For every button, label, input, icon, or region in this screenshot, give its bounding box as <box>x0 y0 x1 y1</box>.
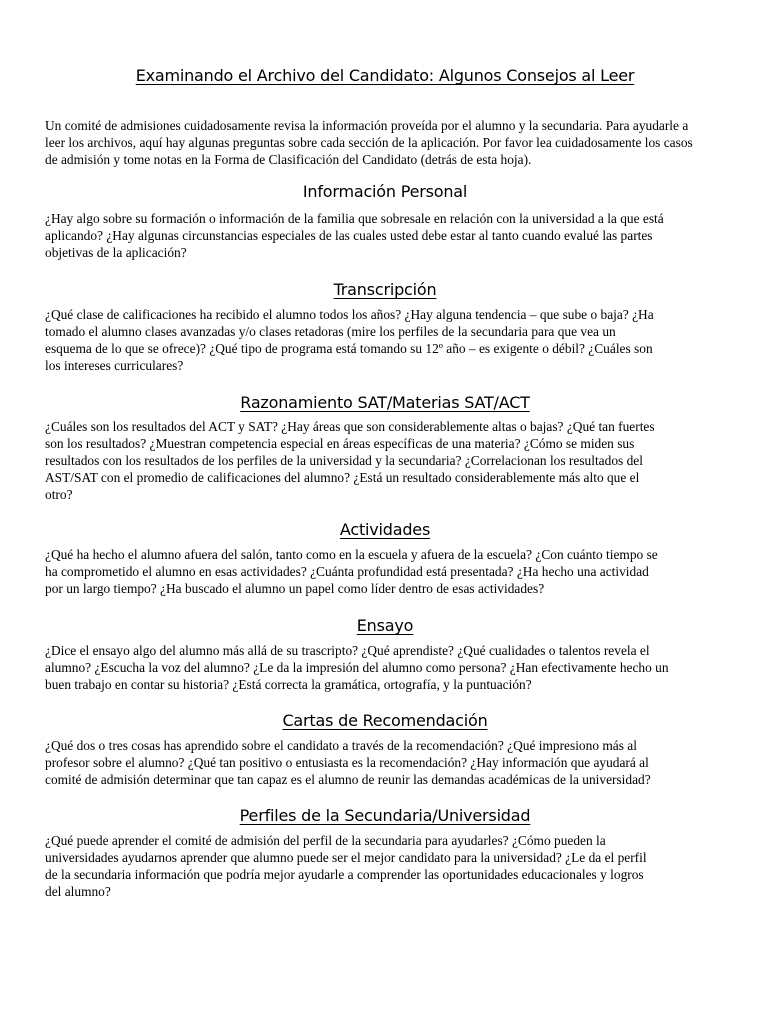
body-line: ¿Qué ha hecho el alumno afuera del salón, tanto como en la escuela y afuera de la escuela? ¿Con cuánto tiempo se <box>45 547 658 562</box>
body-line: ¿Qué puede aprender el comité de admisión del perfil de la secundaria para ayudarles? ¿Cómo pueden la <box>45 833 606 848</box>
section-body-transcripcion <box>45 306 725 374</box>
section-heading-sat-act: Razonamiento SAT/Materias SAT/ACT <box>240 393 530 412</box>
section-body-sat-act <box>45 418 725 503</box>
body-line: objetivas de la aplicación? <box>45 245 187 260</box>
body-line: buen trabajo en contar su historia? ¿Está correcta la gramática, ortografía, y la puntuación? <box>45 677 532 692</box>
body-line: aplicando? ¿Hay algunas circunstancias especiales de las cuales usted debe estar al tanto cuando evalué las partes <box>45 228 653 243</box>
body-line: universidades ayudarnos aprender que alumno puede ser el mejor candidato para la universidad? ¿Le da el perfil <box>45 850 647 865</box>
body-line: del alumno? <box>45 884 111 899</box>
section-body-actividades <box>45 546 725 597</box>
body-line: profesor sobre el alumno? ¿Qué tan positivo o entusiasta es la recomendación? ¿Hay información que ayudará al <box>45 755 649 770</box>
body-line: ha comprometido el alumno en esas actividades? ¿Cuánta profundidad está presentada? ¿Ha hecho una actividad <box>45 564 649 579</box>
section-body-cartas <box>45 737 725 788</box>
body-line: ¿Hay algo sobre su formación o información de la familia que sobresale en relación con la universidad a la que está <box>45 211 664 226</box>
body-line: son los resultados? ¿Muestran competencia especial en áreas específicas de una materia? ¿Cómo se miden sus <box>45 436 635 451</box>
intro-line: de admisión y tome notas en la Forma de Clasificación del Candidato (detrás de esta hoja). <box>45 152 532 167</box>
body-line: ¿Qué clase de calificaciones ha recibido el alumno todos los años? ¿Hay alguna tendencia – que sube o baja? ¿Ha <box>45 307 654 322</box>
section-body-perfiles <box>45 832 725 900</box>
body-line: ¿Cuáles son los resultados del ACT y SAT? ¿Hay áreas que son considerablemente altas o bajas? ¿Qué tan fuertes <box>45 419 655 434</box>
body-line: tomado el alumno clases avanzadas y/o clases retadoras (mire los perfiles de la secundaria para que vea un <box>45 324 616 339</box>
body-line: comité de admisión determinar que tan capaz es el alumno de reunir las demandas académicas de la universidad? <box>45 772 651 787</box>
section-body-ensayo <box>45 642 725 693</box>
body-line: por un largo tiempo? ¿Ha buscado el alumno un papel como líder dentro de esas actividades? <box>45 581 545 596</box>
section-heading-ensayo: Ensayo <box>356 616 414 635</box>
section-heading-actividades: Actividades <box>339 520 431 539</box>
body-line: de la secundaria información que podría mejor ayudarle a comprender las oportunidades educacionales y logros <box>45 867 644 882</box>
section-heading-informacion-personal: Información Personal <box>302 182 468 201</box>
body-line: ¿Dice el ensayo algo del alumno más allá de su trascripto? ¿Qué aprendiste? ¿Qué cualidades o talentos revela el <box>45 643 650 658</box>
body-line: los intereses curriculares? <box>45 358 184 373</box>
section-heading-cartas: Cartas de Recomendación <box>282 711 488 730</box>
section-heading-perfiles: Perfiles de la Secundaria/Universidad <box>239 806 531 825</box>
body-line: otro? <box>45 487 73 502</box>
body-line: ¿Qué dos o tres cosas has aprendido sobre el candidato a través de la recomendación? ¿Qué impresiono más al <box>45 738 637 753</box>
body-line: AST/SAT con el promedio de calificaciones del alumno? ¿Está un resultado considerablemente más alto que el <box>45 470 640 485</box>
intro-line: Un comité de admisiones cuidadosamente revisa la información proveída por el alumno y la secundaria. Para ayudarle a <box>45 118 689 133</box>
section-body-informacion-personal <box>45 210 725 261</box>
body-line: resultados con los resultados de los perfiles de la universidad y la secundaria? ¿Correlacionan los resultados del <box>45 453 643 468</box>
intro-line: leer los archivos, aquí hay algunas preguntas sobre cada sección de la aplicación. Por favor lea cuidadosamente los casos <box>45 135 693 150</box>
document-title: Examinando el Archivo del Candidato: Algunos Consejos al Leer <box>135 66 635 85</box>
intro-paragraph <box>45 117 725 168</box>
body-line: alumno? ¿Escucha la voz del alumno? ¿Le da la impresión del alumno como persona? ¿Han efectivamente hecho un <box>45 660 669 675</box>
body-line: esquema de lo que se ofrece)? ¿Qué tipo de programa está tomando su 12º año – es exigente o débil? ¿Cuáles son <box>45 341 653 356</box>
section-heading-transcripcion: Transcripción <box>333 280 437 299</box>
